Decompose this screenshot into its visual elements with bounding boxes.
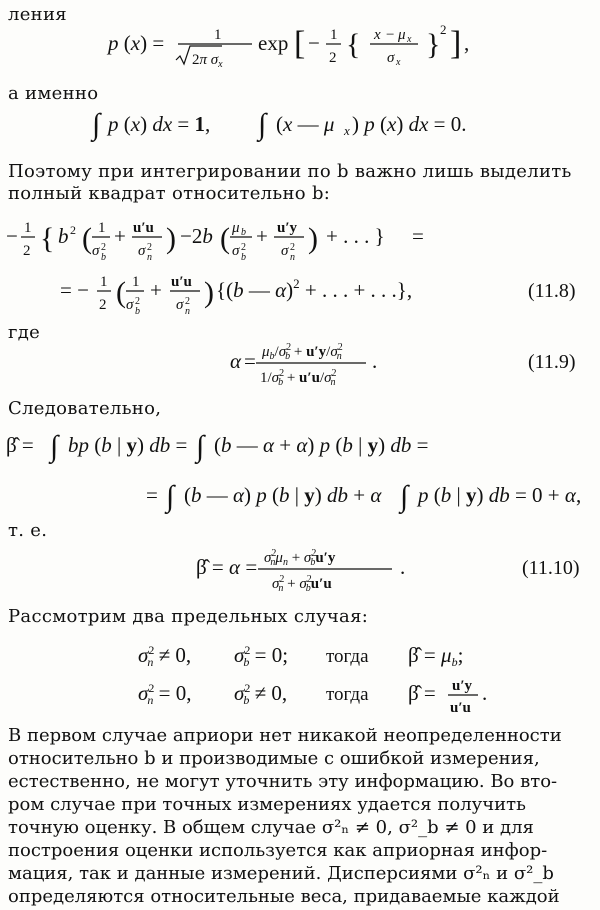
svg-text:2: 2 — [241, 242, 246, 253]
svg-text:=: = — [146, 483, 158, 507]
svg-text:[: [ — [294, 25, 306, 62]
svg-text:{: { — [346, 28, 361, 61]
svg-text:(: ( — [220, 222, 230, 255]
final-paragraph-line2: относительно b и производимые с ошибкой измерения, — [8, 748, 540, 769]
svg-text:x: x — [407, 34, 412, 45]
svg-text:σ: σ — [176, 297, 184, 313]
svg-text:): ) — [204, 276, 214, 309]
svg-text:(: ( — [82, 222, 92, 255]
svg-text:=: = — [412, 224, 424, 248]
svg-text:σ: σ — [281, 243, 289, 259]
final-paragraph-line5: точную оценку. В общем случае σ²ₙ ≠ 0, σ²_b ≠ 0 и для — [8, 817, 534, 838]
final-paragraph-line7: мация, так и данные измерений. Дисперсиями σ²ₙ и σ²_b — [8, 863, 554, 884]
svg-text:n: n — [185, 306, 190, 317]
svg-text:n: n — [290, 252, 295, 263]
svg-text:b: b — [241, 252, 246, 263]
svg-text:(: ( — [116, 276, 126, 309]
svg-text:u′u: u′u — [450, 700, 471, 716]
text-sledovatelno: Следовательно, — [8, 398, 162, 419]
svg-text:−: − — [6, 224, 18, 248]
svg-text:bp (b | y) db =: bp (b | y) db = — [68, 433, 188, 457]
svg-text:b: b — [101, 252, 106, 263]
svg-text:∫: ∫ — [196, 430, 205, 463]
svg-text:μ: μ — [232, 220, 240, 236]
svg-text:μb/σ2b + u′y/σ2n: $\mu_b/\sigma^2$ $b + u'y/\sigma^2$ n — [262, 342, 343, 362]
svg-text:(b — α + α) p (b | y) db =: (b — α + α) p (b | y) db = — [214, 433, 429, 457]
final-paragraph-line1: В первом случае априори нет никакой неопределенности — [8, 725, 562, 746]
alpha-definition — [0, 334, 600, 390]
svg-text:+: + — [256, 224, 268, 248]
svg-text:1: 1 — [100, 274, 108, 290]
text-gde: где — [8, 322, 41, 343]
svg-text:σ2b ≠ 0,: $\sigma^2$ b ≠ 0, — [234, 681, 288, 707]
svg-text:{: { — [40, 222, 55, 255]
svg-text:(b — α) p (b | y) db + α: (b — α) p (b | y) db + α — [184, 483, 382, 507]
svg-text:∫: ∫ — [400, 480, 409, 513]
svg-text:∫: ∫ — [92, 108, 101, 141]
svg-text:2: 2 — [440, 22, 447, 37]
svg-text:}: } — [426, 28, 441, 61]
svg-text:σ: σ — [232, 243, 240, 259]
togda-label-2: тогда — [326, 684, 369, 705]
svg-text:1: 1 — [132, 274, 140, 290]
square-expansion-line1 — [0, 212, 600, 268]
svg-text:p (x) =: p (x) = — [108, 31, 165, 55]
equation-number-11-10: (11.10) — [522, 557, 580, 579]
svg-text:=: = — [244, 349, 256, 373]
svg-text:β̂ =: β̂ = — [6, 433, 34, 457]
svg-text:∫: ∫ — [50, 430, 59, 463]
svg-text:2π σx: 2π $\sigma_x$ — [192, 52, 223, 70]
svg-text:,: , — [464, 31, 470, 55]
final-paragraph-line4: ром случае при точных измерениях удается получить — [8, 794, 526, 815]
svg-text:β̂ =: β̂ = — [408, 681, 436, 705]
svg-text:): ) — [166, 222, 176, 255]
svg-text:n: n — [147, 252, 152, 263]
text-a-imenno: а именно — [8, 83, 99, 104]
text-te: т. е. — [8, 520, 48, 541]
svg-text:u′y: u′y — [452, 678, 473, 694]
svg-text:β̂ = α =: β̂ = α = — [196, 555, 258, 579]
svg-text:−2b: −2b — [180, 224, 213, 248]
limiting-case-2 — [0, 670, 600, 720]
svg-text:2: 2 — [23, 243, 31, 259]
togda-label-1: тогда — [326, 646, 369, 667]
svg-text:u′y: u′y — [277, 220, 298, 236]
svg-text:1: 1 — [24, 220, 32, 236]
svg-text:) p (x) dx = 0.: ) p (x) dx = 0. — [352, 112, 467, 136]
svg-text:σ2n + σ2bu′u: $\sigma^2$ $n + \sigma^2$ bu′u — [272, 574, 332, 594]
svg-text:σ2nμn + σ2bu′y: $\sigma^2$ $n\mu_n + \sigma^2$ bu′y — [264, 548, 336, 568]
svg-text:.: . — [482, 681, 488, 705]
text-rassmotrim: Рассмотрим два предельных случая: — [8, 606, 369, 627]
paragraph-completing-square-line2: полный квадрат относительно b: — [8, 183, 331, 204]
svg-text:1: 1 — [214, 27, 222, 43]
svg-text:x: x — [344, 123, 350, 138]
beta-hat-derivation-line2 — [0, 474, 600, 520]
svg-text:p (x) dx = 1,: p (x) dx = 1, — [108, 112, 211, 136]
svg-text:b: b — [58, 224, 69, 248]
svg-text:2: 2 — [70, 223, 76, 237]
svg-text:b: b — [135, 306, 140, 317]
svg-text:{(b — α)2 + . . . + . . .},: {(b — α)$^2$ + . . . + . . .}, — [216, 276, 413, 302]
svg-text:2: 2 — [135, 296, 140, 307]
svg-text:x: x — [374, 27, 381, 43]
limiting-case-1 — [0, 636, 600, 672]
svg-text:−: − — [386, 27, 395, 43]
svg-text:x: x — [396, 57, 401, 68]
svg-text:+: + — [114, 224, 126, 248]
svg-text:σ: σ — [138, 243, 146, 259]
paragraph-completing-square-line1: Поэтому при интегрировании по b важно лишь выделить — [8, 161, 572, 182]
svg-text:−: − — [308, 31, 320, 55]
text-lenia: ления — [8, 4, 67, 25]
svg-text:]: ] — [450, 25, 462, 62]
svg-text:2: 2 — [101, 242, 106, 253]
svg-text:u′u: u′u — [171, 274, 192, 290]
svg-text:μ: μ — [398, 27, 406, 43]
svg-text:σ: σ — [387, 50, 395, 66]
svg-text:1/σ2b + u′u/σ2n: $1/\sigma^2$ $b + u'u/\sigma^2$ n — [260, 368, 337, 388]
svg-text:1: 1 — [330, 27, 338, 43]
beta-hat-result — [0, 540, 600, 596]
svg-text:+: + — [150, 278, 162, 302]
svg-text:.: . — [400, 555, 406, 579]
svg-text:2: 2 — [99, 297, 107, 313]
svg-text:): ) — [308, 222, 318, 255]
svg-text:σ2n ≠ 0,: $\sigma^2$ n ≠ 0, — [138, 643, 192, 669]
svg-text:b: b — [241, 227, 246, 238]
svg-text:u′u: u′u — [133, 220, 154, 236]
svg-text:β̂ = μb;: β̂ = μb; — [408, 643, 464, 669]
svg-text:2: 2 — [329, 50, 337, 66]
svg-text:σ: σ — [92, 243, 100, 259]
square-expansion-line2 — [0, 266, 600, 324]
svg-text:exp: exp — [258, 31, 289, 55]
gaussian-density-formula — [0, 12, 600, 72]
svg-text:2: 2 — [290, 242, 295, 253]
svg-text:2: 2 — [185, 296, 190, 307]
svg-text:∫: ∫ — [258, 108, 267, 141]
svg-text:σ2b = 0;: $\sigma^2$ b = 0; — [234, 643, 289, 669]
equation-number-11-8: (11.8) — [528, 280, 576, 302]
svg-text:+ . . . }: + . . . } — [326, 224, 385, 248]
svg-text:(x — μ: (x — μ — [276, 112, 335, 136]
equation-number-11-9: (11.9) — [528, 351, 576, 373]
final-paragraph-line8: определяются относительные веса, придаваемые каждой — [8, 886, 560, 907]
svg-text:p (b | y) db = 0 + α,: p (b | y) db = 0 + α, — [418, 483, 582, 507]
svg-text:2: 2 — [147, 242, 152, 253]
svg-text:σ2n = 0,: $\sigma^2$ n = 0, — [138, 681, 192, 707]
svg-text:1: 1 — [98, 220, 106, 236]
normalization-integrals — [0, 104, 600, 148]
svg-text:= −: = − — [60, 278, 89, 302]
svg-text:∫: ∫ — [166, 480, 175, 513]
svg-text:σ: σ — [126, 297, 134, 313]
svg-text:α: α — [230, 349, 242, 373]
beta-hat-derivation-line1 — [0, 424, 600, 470]
final-paragraph-line6: построения оценки используется как априорная инфор- — [8, 840, 548, 861]
final-paragraph-line3: естественно, не могут уточнить эту информацию. Во вто- — [8, 771, 558, 792]
svg-text:.: . — [372, 349, 378, 373]
